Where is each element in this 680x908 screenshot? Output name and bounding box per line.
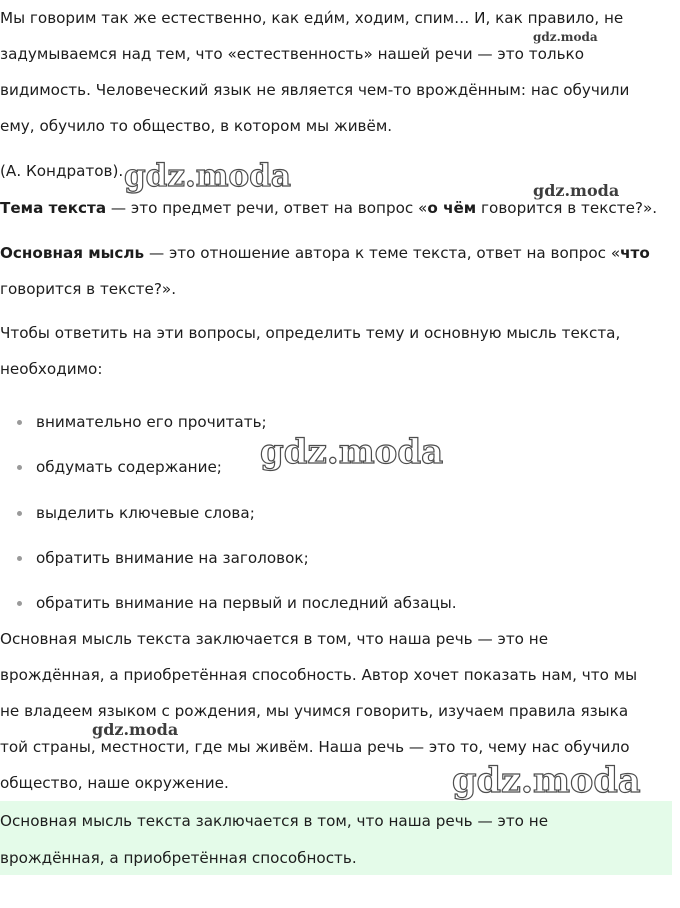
- theme-term: Тема текста: [0, 199, 107, 217]
- watermark-logo: gdz.moda: [124, 158, 291, 194]
- answer-line-3: не владеем языком с рождения, мы учимся говорить, изучаем правила языка: [0, 702, 629, 720]
- idea-text-before: — это отношение автора к теме текста, ответ на вопрос «: [144, 244, 621, 262]
- idea-term: Основная мысль: [0, 244, 145, 262]
- watermark-logo: gdz.moda: [452, 760, 641, 801]
- answer-line-5: общество, наше окружение.: [0, 774, 229, 792]
- highlighted-answer-box: [0, 801, 672, 875]
- theme-text-before: — это предмет речи, ответ на вопрос «: [106, 199, 428, 217]
- theme-text-after: говорится в тексте?».: [476, 199, 658, 217]
- intro-line-1: Мы говорим так же естественно, как еди́м, ходим, спим… И, как правило, не: [0, 9, 624, 27]
- answer-line-1: Основная мысль текста заключается в том, что наша речь — это не: [0, 630, 549, 648]
- intro-line-2: задумываемся над тем, что «естественность» нашей речи — это только: [0, 45, 584, 63]
- idea-definition-line-1: [0, 235, 676, 271]
- intro-line-4: ему, обучило то общество, в котором мы живём.: [0, 117, 393, 135]
- list-item-text: обратить внимание на заголовок;: [36, 548, 309, 567]
- bullet-icon: [17, 601, 22, 606]
- list-item-text: обдумать содержание;: [36, 458, 222, 477]
- watermark-logo: gdz.moda: [92, 720, 179, 739]
- theme-bold-part: о чём: [427, 199, 477, 217]
- author-citation: (А. Кондратов).: [0, 162, 124, 180]
- intro-line-3: видимость. Человеческий язык не является чем-то врождённым: нас обучили: [0, 81, 630, 99]
- answer-line-4: той страны, местности, где мы живём. Наша речь — это то, чему нас обучило: [0, 738, 630, 756]
- list-item-text: обратить внимание на первый и последний абзацы.: [36, 594, 457, 613]
- watermark-logo: gdz.moda: [533, 181, 620, 200]
- bullet-icon: [17, 511, 22, 516]
- list-item: [0, 495, 676, 540]
- bullet-icon: [17, 420, 22, 425]
- list-intro-line-1: Чтобы ответить на эти вопросы, определить тему и основную мысль текста,: [0, 324, 621, 342]
- bullet-icon: [17, 556, 22, 561]
- idea-bold-part: что: [620, 244, 650, 262]
- highlight-line-2: врождённая, а приобретённая способность.: [0, 849, 357, 867]
- list-item: [0, 540, 676, 585]
- watermark-logo: gdz.moda: [260, 432, 444, 472]
- watermark-logo: gdz.moda: [533, 30, 598, 44]
- idea-definition-line-2: говорится в тексте?».: [0, 280, 177, 298]
- answer-line-2: врождённая, а приобретённая способность. Автор хочет показать нам, что мы: [0, 666, 638, 684]
- bullet-icon: [17, 465, 22, 470]
- list-intro-line-2: необходимо:: [0, 360, 103, 378]
- list-item-text: выделить ключевые слова;: [36, 503, 255, 522]
- list-item-text: внимательно его прочитать;: [36, 413, 267, 431]
- highlight-line-1: Основная мысль текста заключается в том, что наша речь — это не: [0, 812, 549, 830]
